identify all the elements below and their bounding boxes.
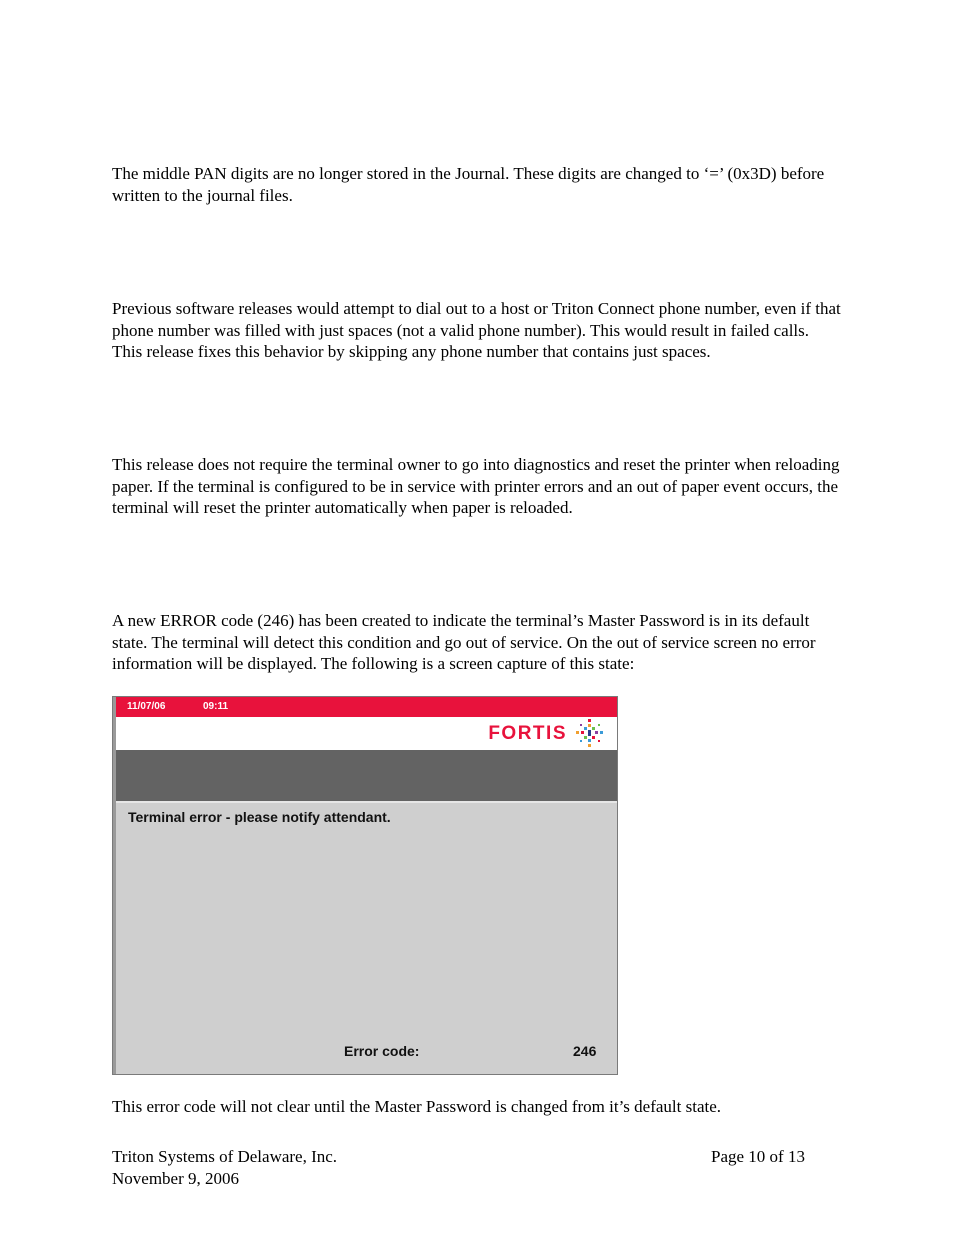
terminal-screen-capture xyxy=(112,696,618,1075)
paragraph-clear-condition: This error code will not clear until the Master Password is changed from it’s default state. xyxy=(112,1097,722,1116)
screen-header-band xyxy=(116,750,617,801)
screen-error-message: Terminal error - please notify attendant. xyxy=(128,809,391,825)
screen-error-code-label: Error code: xyxy=(344,1043,420,1059)
fortis-logo-text: FORTIS xyxy=(488,723,567,744)
paragraph-printer-reset: This release does not require the terminal owner to go into diagnostics and reset the printer when reloading paper. If the terminal is configured to be in service with printer errors and an out of paper event occurs, the terminal will reset the printer automatically when paper is reloaded. xyxy=(112,455,840,517)
screen-error-code-value: 246 xyxy=(573,1043,597,1059)
footer-page-number: Page 10 of 13 xyxy=(711,1147,805,1166)
paragraph-phone-number: Previous software releases would attempt to dial out to a host or Triton Connect phone number, even if that phone number was filled with just spaces (not a valid phone number). This would result in failed calls. This release fixes this behavior by skipping any phone number that contains just spaces. xyxy=(112,299,841,361)
screen-logo-row xyxy=(116,717,617,750)
screen-date: 11/07/06 xyxy=(127,701,166,712)
fortis-logo-icon xyxy=(573,718,607,748)
screen-status-bar xyxy=(116,697,617,717)
footer-date: November 9, 2006 xyxy=(112,1169,240,1188)
footer-company: Triton Systems of Delaware, Inc. xyxy=(112,1147,338,1166)
paragraph-pan-digits: The middle PAN digits are no longer stored in the Journal. These digits are changed to ‘=’ (0x3D) before written to the journal files. xyxy=(112,164,825,205)
screen-time: 09:11 xyxy=(203,701,229,712)
screen-divider xyxy=(116,801,617,803)
paragraph-error-code: A new ERROR code (246) has been created to indicate the terminal’s Master Password is in its default state. The terminal will detect this condition and go out of service. On the out of service screen no error information will be displayed. The following is a screen capture of this state: xyxy=(112,611,816,673)
